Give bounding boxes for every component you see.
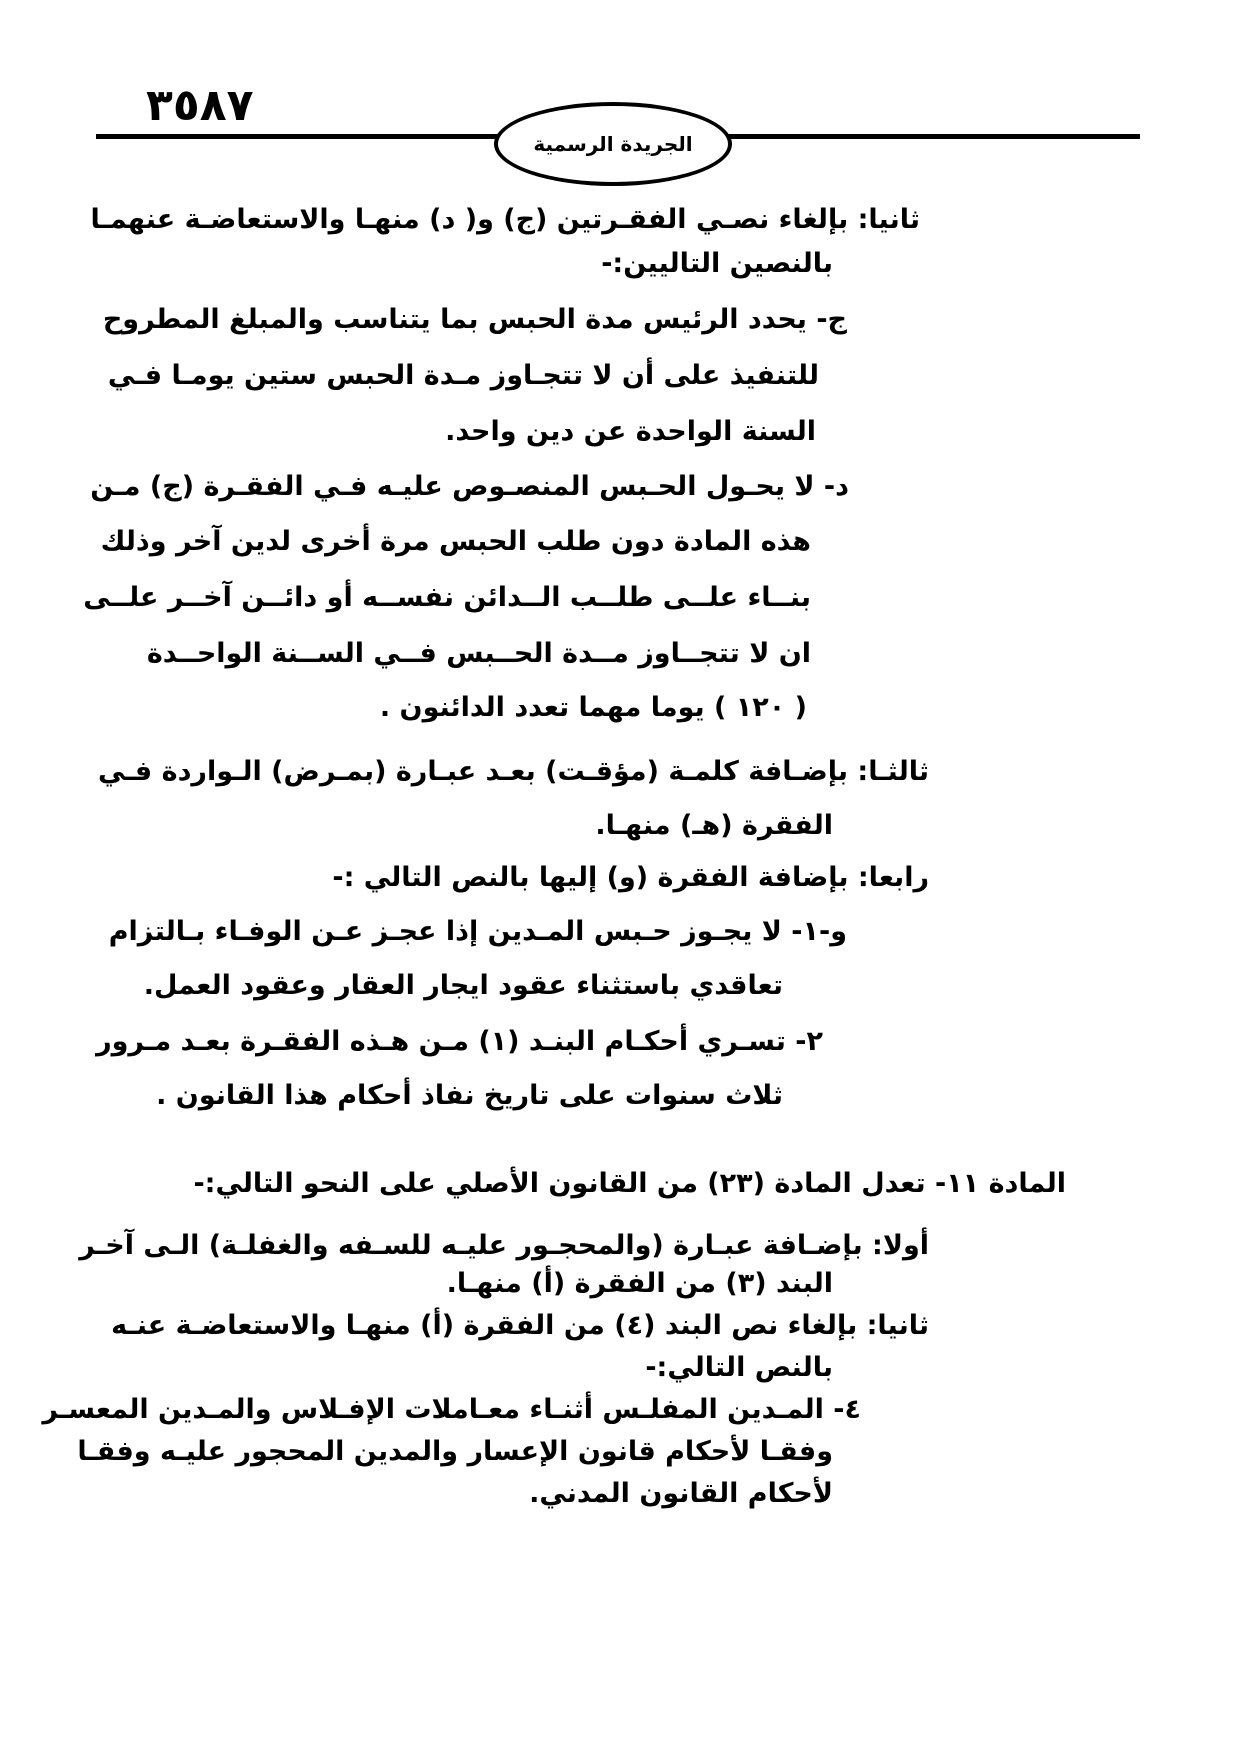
text-line: أولا: بإضـافة عبـارة (والمحجـور عليـه للسـفه والغفلـة) الـى آخـر	[79, 1230, 929, 1261]
text-line: تعاقدي باستثناء عقود ايجار العقار وعقود العمل.	[143, 970, 783, 1001]
text-line: ثانيا: بإلغاء نص البند (٤) من الفقرة (أ) منهـا والاستعاضـة عنـه	[111, 1310, 929, 1341]
text-line: ( ١٢٠ ) يوما مهما تعدد الدائنون .	[379, 692, 807, 723]
text-line: بالنص التالي:-	[645, 1352, 833, 1383]
text-line: وفقـا لأحكام قانون الإعسار والمدين المحجور عليـه وفقـا	[77, 1436, 833, 1467]
text-line: ثالثـا: بإضـافة كلمـة (مؤقـت) بعـد عبـارة (بمـرض) الـواردة فـي	[98, 756, 929, 787]
text-line: ج- يحدد الرئيس مدة الحبس بما يتناسب والمبلغ المطروح	[102, 304, 847, 335]
text-line: لأحكام القانون المدني.	[529, 1478, 833, 1509]
text-line: السنة الواحدة عن دين واحد.	[445, 416, 816, 447]
text-line: ٢- تسـري أحكـام البنـد (١) مـن هـذه الفقـرة بعـد مـرور	[96, 1026, 823, 1057]
text-line: هذه المادة دون طلب الحبس مرة أخرى لدين آخر وذلك	[100, 526, 811, 557]
text-line: رابعا: بإضافة الفقرة (و) إليها بالنص التالي :-	[332, 862, 929, 893]
text-line: الفقرة (هـ) منهـا.	[595, 810, 833, 841]
text-line: ان لا تتجــاوز مــدة الحــبس فــي الســنة الواحــدة	[146, 638, 811, 669]
text-line: البند (٣) من الفقرة (أ) منهـا.	[446, 1268, 833, 1299]
text-line: ٤- المـدين المفلـس أثنـاء معـاملات الإفـلاس والمـدين المعسـر	[42, 1394, 861, 1425]
page-number: ٣٥٨٧	[146, 80, 254, 131]
article-heading: المادة ١١- تعدل المادة (٢٣) من القانون الأصلي على النحو التالي:-	[193, 1168, 1066, 1199]
text-line: بالنصين التاليين:-	[601, 248, 833, 279]
text-line: بنــاء علــى طلــب الــدائن نفســه أو دائــن آخــر علــى	[83, 582, 811, 613]
gazette-title: الجريدة الرسمية	[533, 132, 693, 156]
text-line: و-١- لا يجـوز حـبس المـدين إذا عجـز عـن الوفـاء بـالتزام	[108, 916, 847, 947]
text-line: للتنفيذ على أن لا تتجـاوز مـدة الحبس ستين يومـا فـي	[107, 360, 819, 391]
text-line: ثلاث سنوات على تاريخ نفاذ أحكام هذا القانون .	[156, 1080, 783, 1111]
text-line: د- لا يحـول الحـبس المنصـوص عليـه فـي الفقـرة (ج) مـن	[90, 471, 849, 502]
text-line: ثانيا: بإلغاء نصـي الفقـرتين (ج) و( د) منهـا والاستعاضـة عنهمـا	[90, 204, 920, 235]
gazette-title-oval	[494, 102, 732, 186]
